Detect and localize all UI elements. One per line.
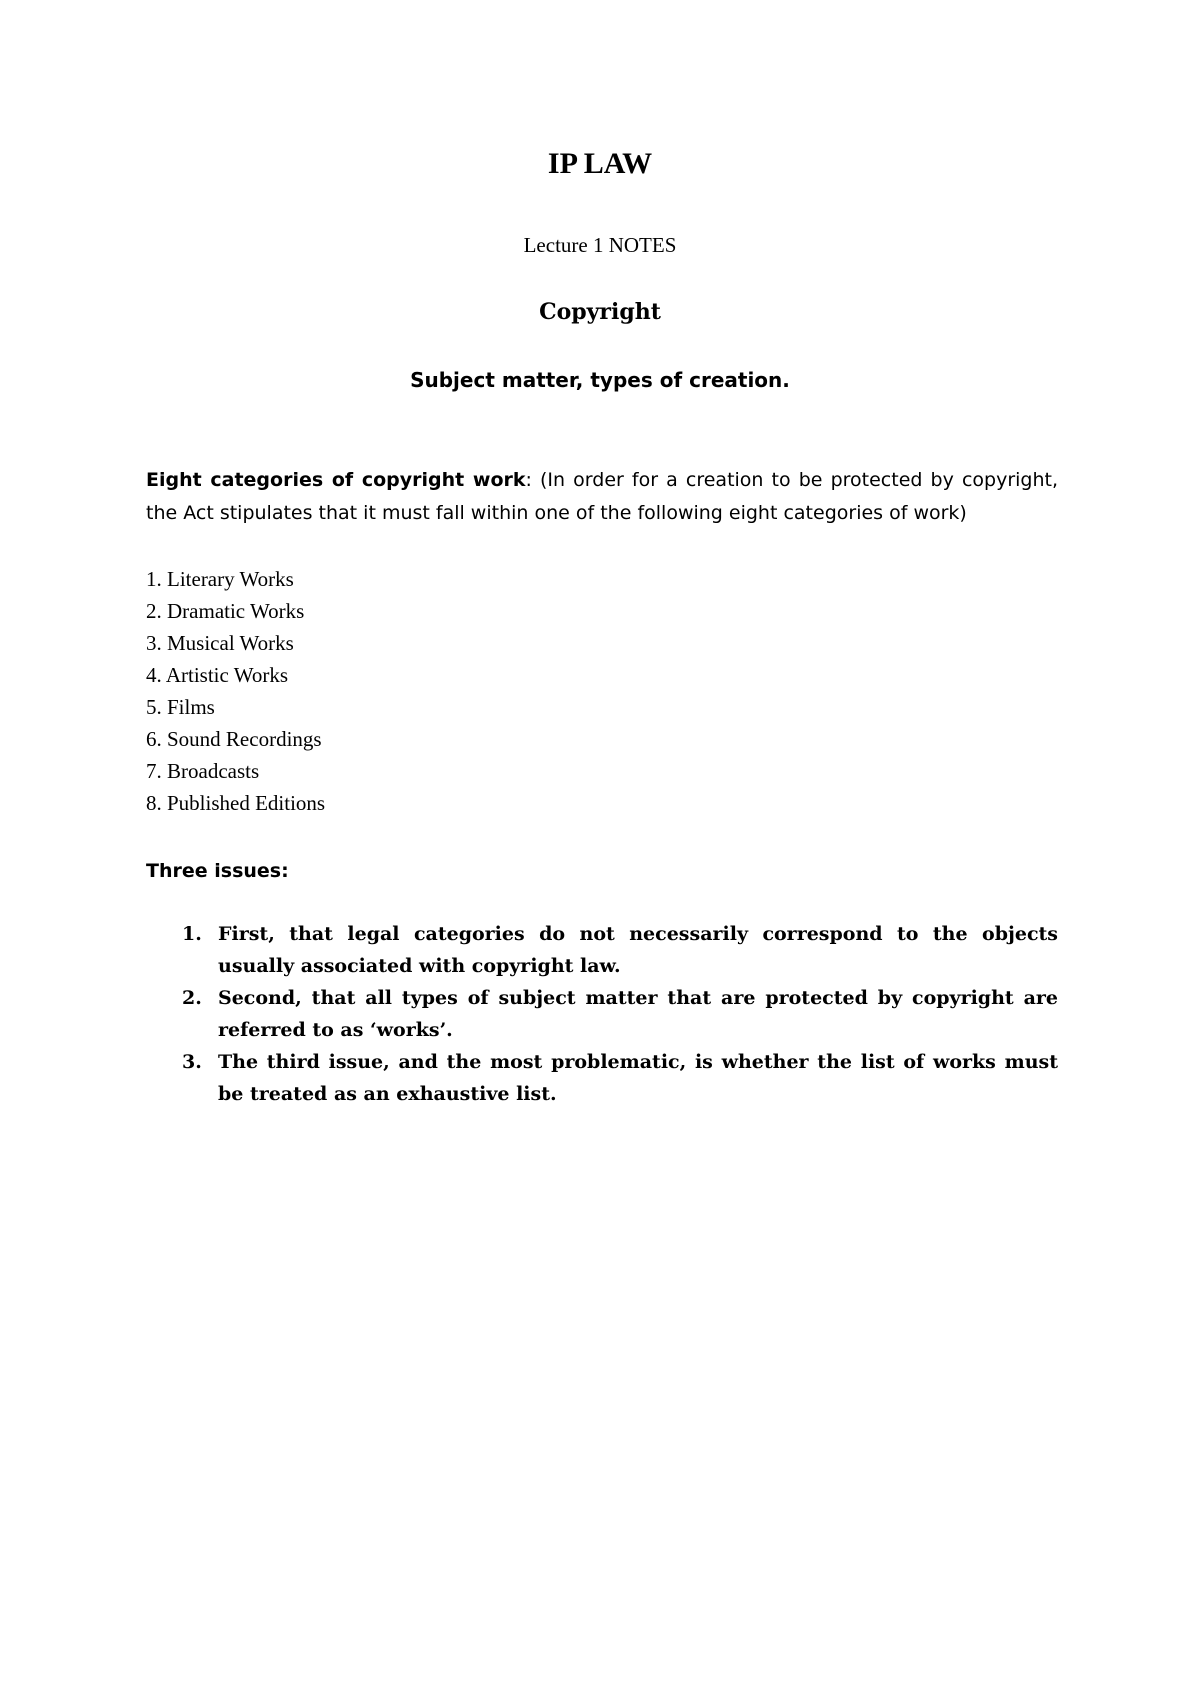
issue-item (146, 918, 1058, 982)
issue-item (146, 982, 1058, 1046)
issue-text: Second, that all types of subject matter that are protected by copyright are referred to as ‘works’. (218, 987, 1058, 1041)
category-item: 5. Films (146, 695, 215, 719)
category-item: 8. Published Editions (146, 791, 326, 815)
issue-number: 1. (182, 923, 202, 945)
issue-text: First, that legal categories do not necessarily correspond to the objects usually associated with copyright law. (218, 923, 1058, 977)
document-title: IP LAW (547, 147, 653, 180)
intro-paragraph (146, 464, 1058, 530)
issue-item (146, 1046, 1058, 1110)
category-item: 1. Literary Works (146, 567, 294, 591)
intro-rest: : (In order for a creation to be protected by copyright, the Act stipulates that it must fall within one of the following eight categories of work) (146, 469, 1059, 524)
issue-text: The third issue, and the most problematic, is whether the list of works must be treated as an exhaustive list. (218, 1051, 1058, 1105)
issues-list (146, 918, 1058, 1110)
category-item: 4. Artistic Works (146, 663, 289, 687)
categories-list (146, 563, 846, 819)
issue-number: 2. (182, 987, 202, 1009)
category-item: 2. Dramatic Works (146, 599, 305, 623)
category-item: 7. Broadcasts (146, 759, 260, 783)
issues-heading: Three issues: (146, 860, 289, 882)
category-item: 6. Sound Recordings (146, 727, 322, 751)
section-subheading: Subject matter, types of creation. (410, 368, 790, 392)
issue-number: 3. (182, 1051, 202, 1073)
intro-lead: Eight categories of copyright work (146, 469, 526, 491)
category-item: 3. Musical Works (146, 631, 294, 655)
section-heading: Copyright (539, 299, 661, 325)
document-subtitle: Lecture 1 NOTES (523, 233, 677, 257)
